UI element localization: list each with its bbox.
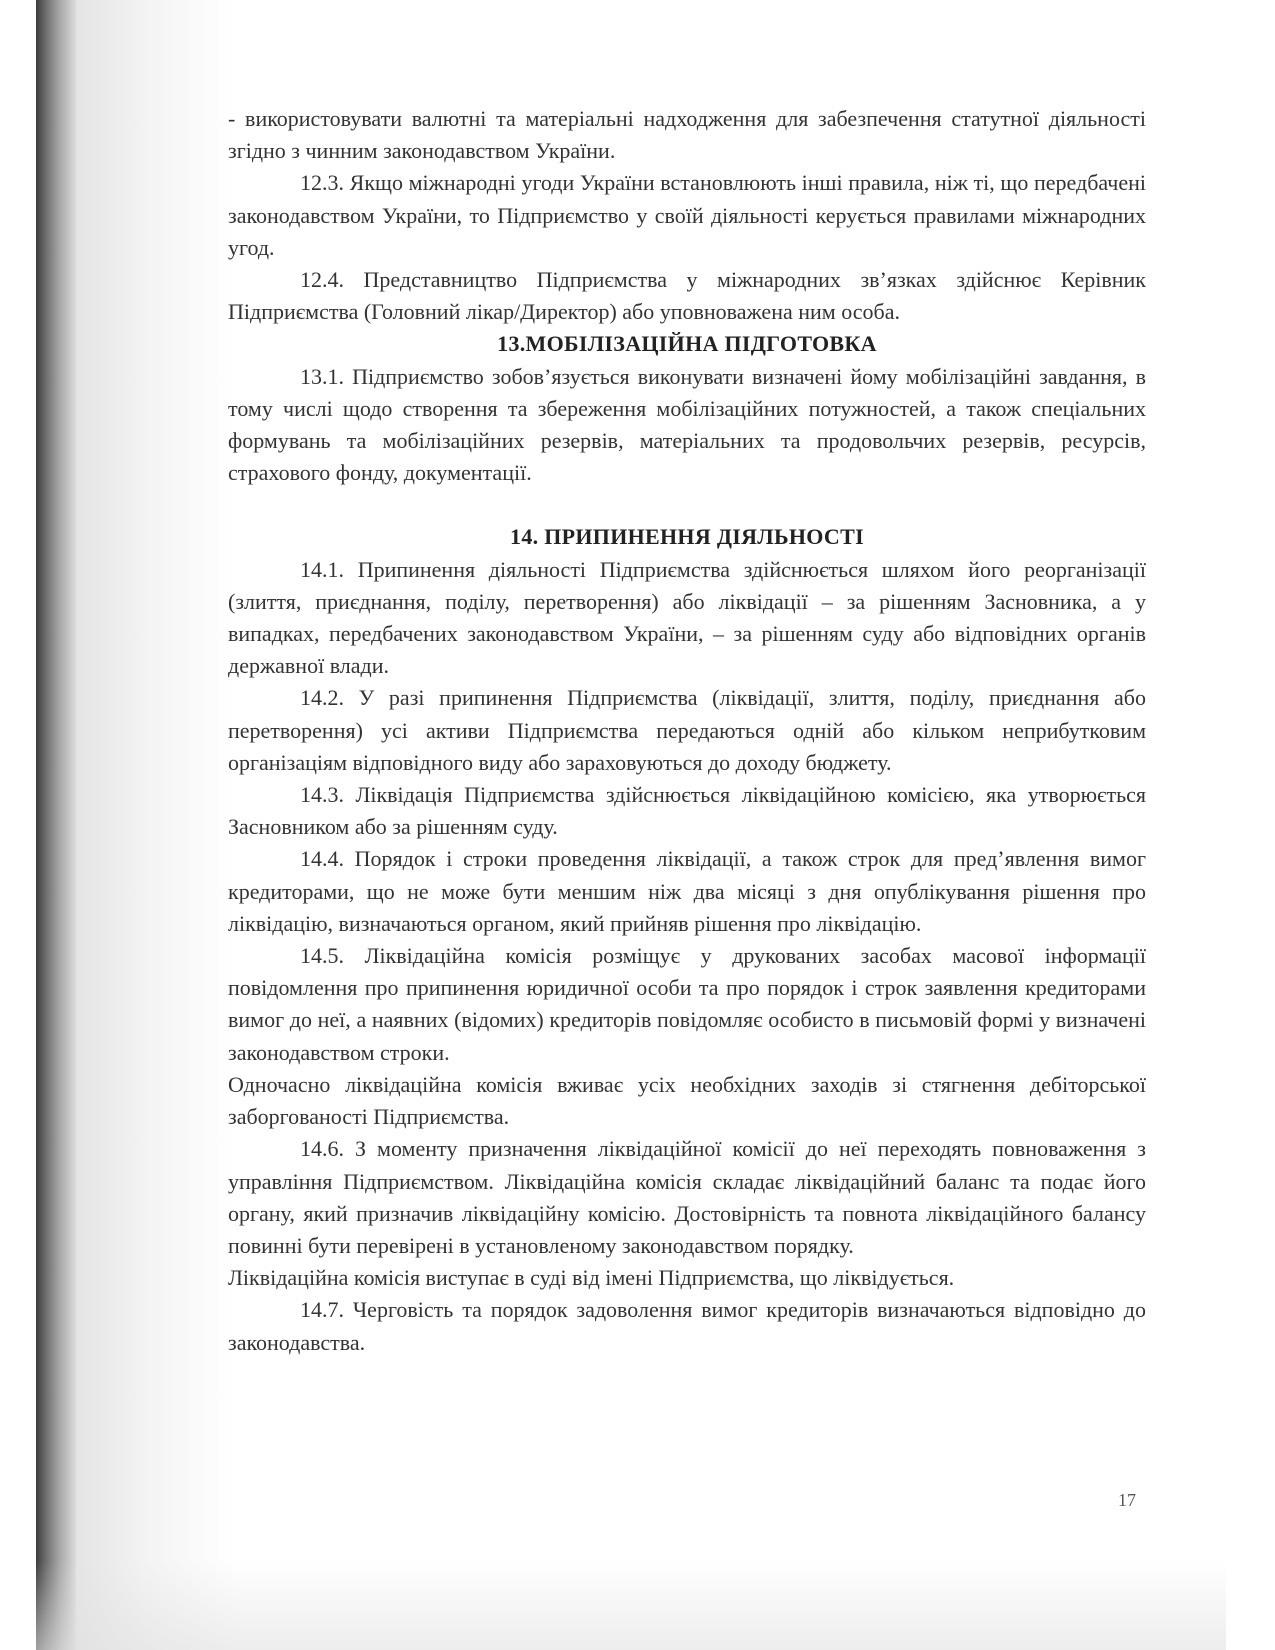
paragraph-13-1: 13.1. Підприємство зобов’язується виконувати визначені йому мобілізаційні завдання, в тому числі щодо створення та збереження мобілізаційних потужностей, а також спеціальних формувань та мобілізаційних резервів, матеріальних та продовольчих резервів, ресурсів, страхового фонду, документації. bbox=[228, 363, 1146, 486]
section-13-heading: 13.МОБІЛІЗАЦІЙНА ПІДГОТОВКА bbox=[497, 331, 877, 357]
paragraph-14-4: 14.4. Порядок і строки проведення ліквідації, а також строк для пред’явлення вимог кредиторами, що не може бути меншим ніж два місяці з дня опублікування рішення про ліквідацію, визначаються органом, який прийняв рішення про ліквідацію. bbox=[228, 846, 1146, 936]
scan-binding-shadow bbox=[36, 0, 76, 1650]
page-number: 17 bbox=[1118, 1490, 1136, 1510]
paragraph-14-1: 14.1. Припинення діяльності Підприємства здійснюється шляхом його реорганізації (злиття, приєднання, поділу, перетворення) або ліквідації – за рішенням Засновника, а у випадках, передбачених законодавством України, – за рішенням суду або відповідних органів державної влади. bbox=[228, 556, 1146, 679]
paragraph-14-6: 14.6. З моменту призначення ліквідаційної комісії до неї переходять повноваження з управління Підприємством. Ліквідаційна комісія складає ліквідаційний баланс та подає його органу, який призначив ліквідаційну комісію. Достовірність та повнота ліквідаційного балансу повинні бути перевірені в установленому законодавством порядку. bbox=[228, 1136, 1146, 1258]
paragraph-12-4: 12.4. Представництво Підприємства у міжнародних зв’язках здійснює Керівник Підприємства (Головний лікар/Директор) або уповноважена ним особа. bbox=[228, 267, 1146, 325]
scan-margin-left bbox=[0, 0, 38, 1650]
section-14-heading: 14. ПРИПИНЕННЯ ДІЯЛЬНОСТІ bbox=[510, 524, 864, 550]
paragraph-12-3: 12.3. Якщо міжнародні угоди України встановлюють інші правила, ніж ті, що передбачені законодавством України, то Підприємство у своїй діяльності керується правилами міжнародних угод. bbox=[228, 170, 1146, 260]
scan-bottom-shadow bbox=[36, 1560, 1226, 1650]
paragraph-14-5: 14.5. Ліквідаційна комісія розміщує у друкованих засобах масової інформації повідомлення про припинення юридичної особи та про порядок і строк заявлення кредиторами вимог до неї, а наявних (відомих) кредиторів повідомляє особисто в письмовій формі у визначені законодавством строки. bbox=[228, 943, 1146, 1065]
paragraph-12-2-continuation: - використовувати валютні та матеріальні надходження для забезпечення статутної діяльності згідно з чинним законодавством України. bbox=[228, 106, 1146, 164]
paragraph-14-3: 14.3. Ліквідація Підприємства здійснюється ліквідаційною комісією, яка утворюється Засновником або за рішенням суду. bbox=[228, 782, 1146, 840]
scan-margin-right bbox=[1226, 0, 1275, 1650]
paragraph-14-6-continuation: Ліквідаційна комісія виступає в суді від імені Підприємства, що ліквідується. bbox=[228, 1265, 955, 1291]
document-body bbox=[228, 103, 1146, 1359]
paragraph-14-7: 14.7. Черговість та порядок задоволення вимог кредиторів визначаються відповідно до законодавства. bbox=[228, 1297, 1146, 1355]
paragraph-14-5-continuation: Одночасно ліквідаційна комісія вживає усіх необхідних заходів зі стягнення дебіторської заборгованості Підприємства. bbox=[228, 1071, 1146, 1130]
paragraph-14-2: 14.2. У разі припинення Підприємства (ліквідації, злиття, поділу, приєднання або перетворення) усі активи Підприємства передаються одній або кільком неприбутковим організаціям відповідного виду або зараховуються до доходу бюджету. bbox=[228, 685, 1146, 775]
